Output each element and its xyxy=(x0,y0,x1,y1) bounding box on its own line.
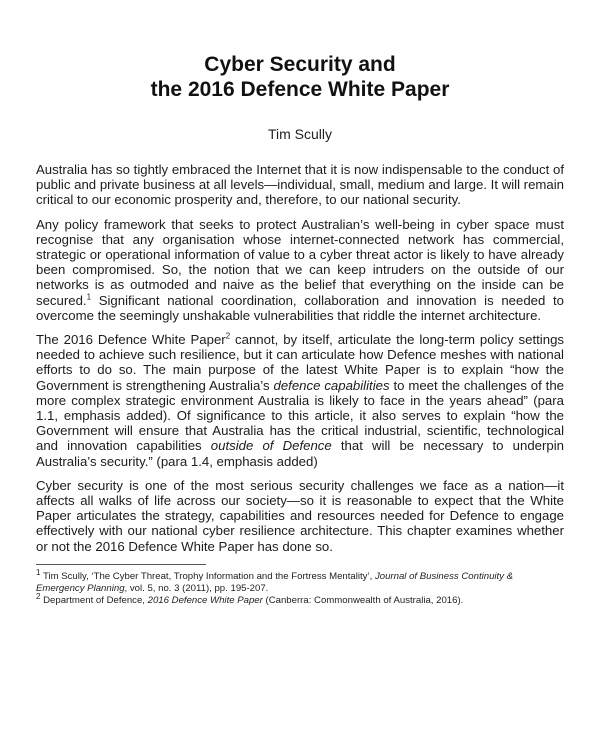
paragraph-1 xyxy=(36,162,564,208)
footnote-1 xyxy=(36,567,564,595)
footnote-2-text-b: (Canberra: Commonwealth of Australia, 2016). xyxy=(262,594,464,606)
footnote-2-title: 2016 Defence White Paper xyxy=(147,594,263,606)
paragraph-4-text: Cyber security is one of the most serious security challenges we face as a nation—it affects all walks of life across our society—so it is reasonable to expect that the White Paper articulates the strategy, capabilities and resources needed for Defence to engage effectively with our national cyber resilience architecture. This chapter examines whether or not the 2016 Defence White Paper has done so. xyxy=(36,477,564,554)
paragraph-2-text-a: Any policy framework that seeks to protect Australian’s well-being in cyber space must recognise that any organisation whose internet-connected network has commercial, strategic or operational information of value to a cyber threat actor is likely to have already been compromised. So, the notion that we can keep intruders on the outside of our networks is as outmoded and naive as the belief that everything on the inside can be secured. xyxy=(36,216,564,308)
footnote-1-text-a: Tim Scully, ‘The Cyber Threat, Trophy Information and the Fortress Mentality’, xyxy=(40,570,375,582)
paragraph-2-text-b: Significant national coordination, collaboration and innovation is needed to overcome the seemingly unshakable vulnerabilities that riddle the internet architecture. xyxy=(36,292,564,323)
paragraph-4 xyxy=(36,478,564,554)
footnote-ref-1: 1 xyxy=(86,292,92,302)
author-name: Tim Scully xyxy=(267,126,333,142)
footnote-2-text-a: Department of Defence, xyxy=(40,594,148,606)
footnote-2 xyxy=(36,591,564,607)
paragraph-3-emphasis-1: defence capabilities xyxy=(273,377,390,393)
footnote-2-number: 2 xyxy=(36,591,41,601)
paragraph-3-text-c: to meet the challenges of the more complex strategic environment Australia is likely to face in the years ahead” (para 1.1, emphasis added). Of significance to this article, it also serves to explain “how the Government will ensure that Australia has the critical industrial, scientific, technological and innovation capabilities xyxy=(36,377,565,454)
title-line-2: the 2016 Defence White Paper xyxy=(150,78,450,101)
paragraph-3-text-a: The 2016 Defence White Paper xyxy=(36,332,226,348)
paragraph-1-text: Australia has so tightly embraced the Internet that it is now indispensable to the conduct of public and private business at all levels—individual, small, medium and large. It will remain critical to our economic prosperity and, therefore, to our national security. xyxy=(36,162,564,208)
title-line-1: Cyber Security and xyxy=(204,53,396,76)
paragraph-3-text-b: cannot, by itself, articulate the long-term policy settings needed to achieve such resilience, but it can articulate how Defence meshes with national efforts to do so. The main purpose of the latest White Paper is to explain “how the Government is strengthening Australia’s xyxy=(36,332,564,393)
paragraph-3 xyxy=(36,332,564,469)
paragraph-3-text-d: that will be necessary to underpin Australia’s security.” (para 1.4, emphasis added) xyxy=(36,438,564,469)
footnote-1-text-b: , vol. 5, no. 3 (2011), pp. 195-207. xyxy=(124,582,269,594)
footnote-ref-2: 2 xyxy=(225,331,231,341)
paragraph-2 xyxy=(36,217,564,323)
footnote-1-journal: Journal of Business Continuity & Emergency Planning xyxy=(36,570,514,594)
footnote-1-number: 1 xyxy=(36,567,41,577)
footnote-divider xyxy=(36,564,206,565)
document-title xyxy=(36,0,564,102)
paragraph-3-emphasis-2: outside of Defence xyxy=(210,438,332,454)
